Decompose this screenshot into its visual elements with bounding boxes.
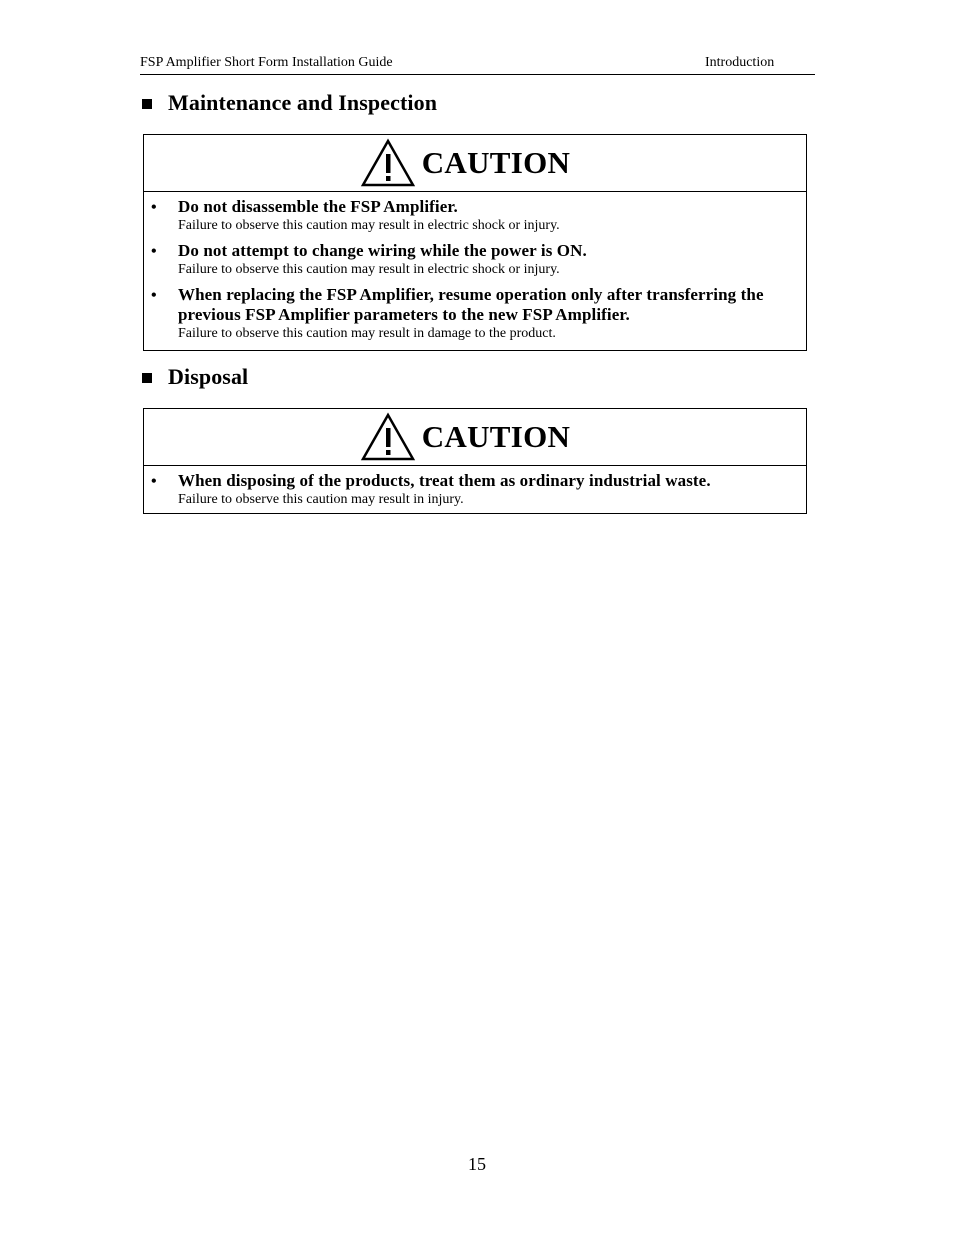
caution-item bbox=[144, 197, 802, 235]
caution-item-consequence: Failure to observe this caution may result in electric shock or injury. bbox=[178, 262, 560, 277]
section-heading-text: Disposal bbox=[168, 364, 249, 389]
bullet-dot-icon: • bbox=[151, 287, 157, 304]
caution-header bbox=[144, 135, 806, 192]
caution-title: CAUTION bbox=[421, 145, 571, 180]
caution-body bbox=[144, 466, 806, 509]
square-bullet-icon bbox=[142, 99, 152, 109]
caution-item-consequence: Failure to observe this caution may result in damage to the product. bbox=[178, 326, 556, 341]
warning-triangle-icon bbox=[360, 412, 416, 462]
section-heading-text: Maintenance and Inspection bbox=[168, 90, 438, 115]
caution-header bbox=[144, 409, 806, 466]
caution-item-text: Do not disassemble the FSP Amplifier. bbox=[178, 197, 458, 216]
warning-triangle-icon bbox=[360, 138, 416, 188]
caution-item bbox=[144, 285, 802, 343]
caution-item-text: Do not attempt to change wiring while the power is ON. bbox=[178, 241, 587, 260]
caution-title: CAUTION bbox=[421, 419, 571, 454]
section-heading-disposal bbox=[142, 364, 248, 390]
bullet-dot-icon: • bbox=[151, 199, 157, 216]
caution-box-maintenance bbox=[143, 134, 807, 351]
caution-item-text: When replacing the FSP Amplifier, resume operation only after transferring the previous FSP Amplifier parameters to the new FSP Amplifier. bbox=[178, 285, 764, 324]
square-bullet-icon bbox=[142, 373, 152, 383]
caution-item-consequence: Failure to observe this caution may result in injury. bbox=[178, 492, 464, 507]
page-header bbox=[140, 54, 815, 75]
caution-item bbox=[144, 241, 802, 279]
caution-body bbox=[144, 192, 806, 343]
header-section-name: Introduction bbox=[705, 55, 775, 70]
caution-box-disposal bbox=[143, 408, 807, 514]
caution-item bbox=[144, 471, 802, 509]
caution-item-text: When disposing of the products, treat them as ordinary industrial waste. bbox=[178, 471, 711, 490]
caution-item-consequence: Failure to observe this caution may result in electric shock or injury. bbox=[178, 218, 560, 233]
header-document-title: FSP Amplifier Short Form Installation Guide bbox=[140, 55, 393, 70]
page-number: 15 bbox=[468, 1154, 486, 1174]
bullet-dot-icon: • bbox=[151, 243, 157, 260]
section-heading-maintenance bbox=[142, 90, 437, 116]
bullet-dot-icon: • bbox=[151, 473, 157, 490]
